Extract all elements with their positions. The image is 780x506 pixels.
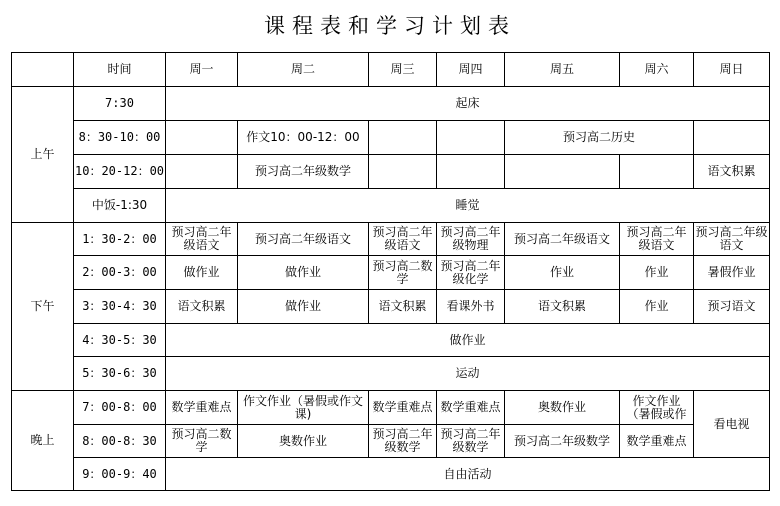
cell-sun [694,121,770,155]
merged-activity-cell: 自由活动 [166,458,770,491]
cell-sat: 作文作业（暑假或作 [620,391,694,425]
cell-sat: 数学重难点 [620,425,694,458]
period-evening: 晚上 [12,391,74,491]
cell-tue: 作文作业（暑假或作文课) [238,391,369,425]
time-cell: 7：00-8：00 [74,391,166,425]
header-row [12,53,770,87]
header-day: 周二 [238,53,369,87]
cell-wed: 预习高二年级语文 [369,223,437,256]
cell-thu: 数学重难点 [437,391,505,425]
cell-fri: 奥数作业 [505,391,620,425]
cell-sat: 预习高二年级语文 [620,223,694,256]
time-cell: 1：30-2：00 [74,223,166,256]
header-day: 周三 [369,53,437,87]
table-row [12,87,770,121]
cell-mon: 语文积累 [166,290,238,324]
schedule-table [11,52,770,491]
cell-tue: 预习高二年级数学 [238,155,369,189]
cell-wed: 预习高二年级数学 [369,425,437,458]
cell-sun: 看电视 [694,391,770,458]
merged-activity-cell: 睡觉 [166,189,770,223]
cell-wed [369,121,437,155]
cell-wed [369,155,437,189]
cell-thu: 预习高二年级化学 [437,256,505,290]
cell-fri: 预习高二年级语文 [505,223,620,256]
table-row [12,425,770,458]
cell-mon: 做作业 [166,256,238,290]
table-row [12,189,770,223]
cell-tue: 奥数作业 [238,425,369,458]
cell-sat: 作业 [620,256,694,290]
cell-mon [166,155,238,189]
cell-mon: 预习高二年级语文 [166,223,238,256]
page-title: 课程表和学习计划表 [264,14,516,38]
header-day: 周日 [694,53,770,87]
period-morning: 上午 [12,87,74,223]
time-cell: 9：00-9：40 [74,458,166,491]
cell-thu [437,121,505,155]
table-row [12,290,770,324]
cell-sun: 暑假作业 [694,256,770,290]
cell-thu: 预习高二年级物理 [437,223,505,256]
cell-wed: 语文积累 [369,290,437,324]
merged-activity-cell: 做作业 [166,324,770,357]
table-row [12,324,770,357]
table-row [12,223,770,256]
cell-sat [620,155,694,189]
cell-sat: 作业 [620,290,694,324]
table-row [12,155,770,189]
cell-thu: 预习高二年级数学 [437,425,505,458]
time-cell: 中饭-1:30 [74,189,166,223]
time-cell: 3：30-4：30 [74,290,166,324]
time-cell: 8：00-8：30 [74,425,166,458]
cell-mon [166,121,238,155]
table-row [12,458,770,491]
cell-tue: 做作业 [238,256,369,290]
corner-cell [12,53,74,87]
table-row [12,391,770,425]
cell-mon: 预习高二数学 [166,425,238,458]
cell-tue: 做作业 [238,290,369,324]
cell-fri: 作业 [505,256,620,290]
merged-activity-cell: 运动 [166,357,770,391]
header-day: 周五 [505,53,620,87]
cell-sun: 预习语文 [694,290,770,324]
header-day: 周四 [437,53,505,87]
cell-wed: 预习高二数学 [369,256,437,290]
cell-thu: 看课外书 [437,290,505,324]
period-afternoon: 下午 [12,223,74,391]
header-day: 周六 [620,53,694,87]
time-cell: 5：30-6：30 [74,357,166,391]
table-row [12,121,770,155]
table-row [12,357,770,391]
table-row [12,256,770,290]
cell-sun: 语文积累 [694,155,770,189]
cell-fri-sat: 预习高二历史 [505,121,694,155]
time-cell: 7:30 [74,87,166,121]
time-cell: 4：30-5：30 [74,324,166,357]
time-cell: 2：00-3：00 [74,256,166,290]
cell-fri [505,155,620,189]
merged-activity-cell: 起床 [166,87,770,121]
cell-tue: 作文10：00-12：00 [238,121,369,155]
cell-tue: 预习高二年级语文 [238,223,369,256]
time-cell: 8：30-10：00 [74,121,166,155]
header-time: 时间 [74,53,166,87]
time-cell: 10：20-12：00 [74,155,166,189]
cell-fri: 预习高二年级数学 [505,425,620,458]
header-day: 周一 [166,53,238,87]
cell-mon: 数学重难点 [166,391,238,425]
cell-fri: 语文积累 [505,290,620,324]
cell-wed: 数学重难点 [369,391,437,425]
cell-sun: 预习高二年级语文 [694,223,770,256]
cell-thu [437,155,505,189]
